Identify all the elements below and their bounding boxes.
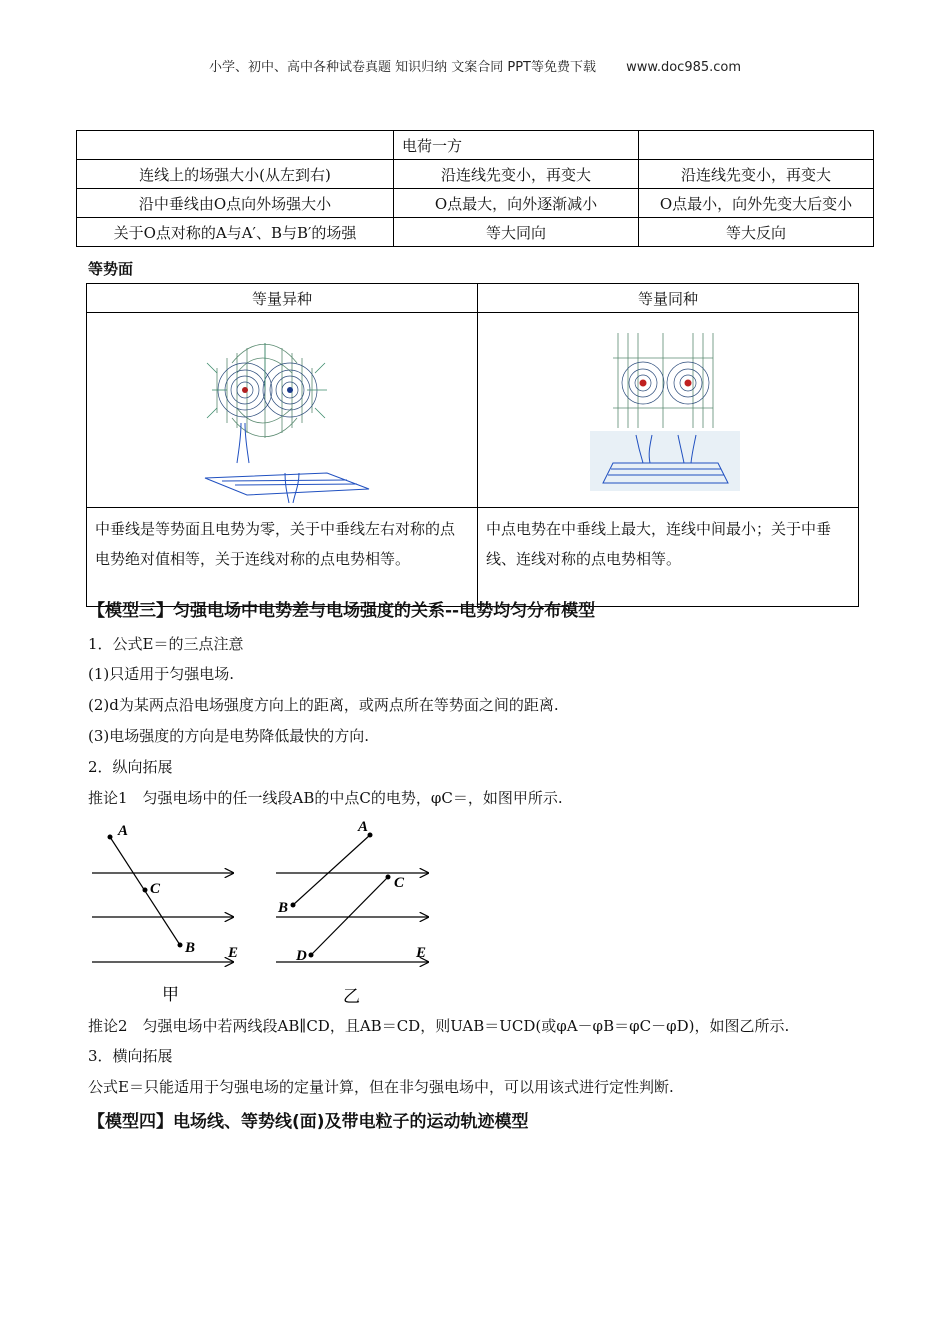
table-row <box>87 313 859 508</box>
table-row <box>87 508 859 607</box>
label-A: A <box>118 823 129 839</box>
table-row <box>77 189 874 218</box>
uniform-field-figures <box>88 815 448 1010</box>
table-cell <box>77 131 394 160</box>
table-cell: 等大同向 <box>394 218 639 247</box>
model3-line3: (2)d为某两点沿电场强度方向上的距离，或两点所在等势面之间的距离. <box>88 696 559 714</box>
model3-line9: 公式E＝只能适用于匀强电场的定量计算，但在非匀强电场中，可以用该式进行定性判断. <box>88 1078 674 1096</box>
model3-line7: 推论2 匀强电场中若两线段AB∥CD，且AB＝CD，则UAB＝UCD(或φA－φB＝φC－φD)，如图乙所示. <box>88 1017 790 1035</box>
figure-yi-caption: 乙 <box>343 987 360 1007</box>
opposite-charges-diagram <box>87 313 477 503</box>
table-row <box>77 160 874 189</box>
label-B: B <box>185 940 196 956</box>
model3-title: 【模型三】匀强电场中电势差与电场强度的关系--电势均匀分布模型 <box>88 601 596 621</box>
table-cell: 沿中垂线由O点向外场强大小 <box>77 189 394 218</box>
table-cell: 沿连线先变小，再变大 <box>394 160 639 189</box>
desc-left: 中垂线是等势面且电势为零，关于中垂线左右对称的点电势绝对值相等，关于连线对称的点电势相等。 <box>87 508 478 607</box>
label-E: E <box>228 945 239 961</box>
col-right-header: 等量同种 <box>478 284 859 313</box>
page-header <box>0 56 950 75</box>
model3-line5: 2．纵向拓展 <box>88 758 173 776</box>
field-strength-table <box>76 130 874 247</box>
model3-line6: 推论1 匀强电场中的任一线段AB的中点C的电势，φC＝，如图甲所示. <box>88 789 563 807</box>
label-D2: D <box>296 948 307 964</box>
label-A2: A <box>358 819 369 835</box>
table-row <box>77 131 874 160</box>
equipotential-table <box>86 283 859 607</box>
header-text: 小学、初中、高中各种试卷真题 知识归纳 文案合同 PPT等免费下载 <box>208 60 596 75</box>
table-cell: 关于O点对称的A与A′、B与B′的场强 <box>77 218 394 247</box>
equipotential-label: 等势面 <box>88 260 134 278</box>
header-site[interactable]: www.doc985.com <box>626 60 742 75</box>
table-cell <box>639 131 874 160</box>
model3-line8: 3．横向拓展 <box>88 1047 173 1065</box>
label-E2: E <box>416 945 427 961</box>
opposite-charges-figure <box>87 313 478 508</box>
figure-jia-caption: 甲 <box>162 985 179 1005</box>
table-cell: 电荷一方 <box>394 131 639 160</box>
desc-right: 中点电势在中垂线上最大，连线中间最小；关于中垂线、连线对称的点电势相等。 <box>478 508 859 607</box>
model3-line4: (3)电场强度的方向是电势降低最快的方向. <box>88 727 370 745</box>
model4-title: 【模型四】电场线、等势线(面)及带电粒子的运动轨迹模型 <box>88 1112 529 1132</box>
table-row <box>87 284 859 313</box>
table-row <box>77 218 874 247</box>
same-charges-diagram <box>478 313 858 503</box>
same-charges-figure <box>478 313 859 508</box>
model3-line1: 1．公式E＝的三点注意 <box>88 635 244 653</box>
model3-line2: (1)只适用于匀强电场. <box>88 665 235 683</box>
col-left-header: 等量异种 <box>87 284 478 313</box>
table-cell: O点最大，向外逐渐减小 <box>394 189 639 218</box>
table-cell: 连线上的场强大小(从左到右) <box>77 160 394 189</box>
label-B2: B <box>278 900 289 916</box>
label-C2: C <box>394 875 405 891</box>
label-C: C <box>150 881 161 897</box>
table-cell: 沿连线先变小，再变大 <box>639 160 874 189</box>
table-cell: 等大反向 <box>639 218 874 247</box>
table-cell: O点最小，向外先变大后变小 <box>639 189 874 218</box>
